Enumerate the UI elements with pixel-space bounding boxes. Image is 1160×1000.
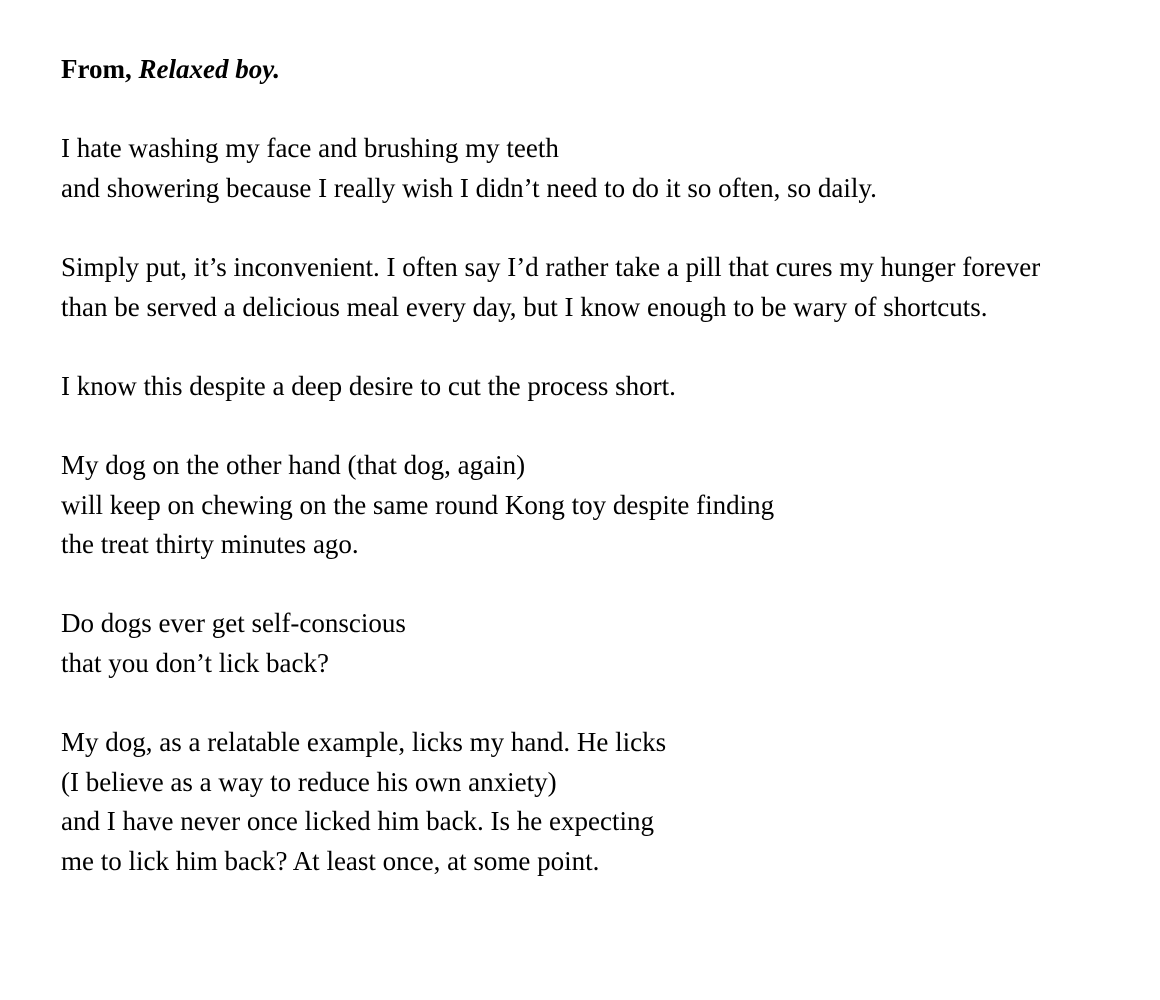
poem-line: (I believe as a way to reduce his own anxiety) [61, 766, 557, 797]
poem-line: and showering because I really wish I didn’t need to do it so often, so daily. [61, 172, 877, 203]
stanza-1 [61, 129, 1141, 208]
stanza-2 [61, 248, 1141, 327]
stanza-3 [61, 367, 1141, 407]
poem-line: me to lick him back? At least once, at some point. [61, 845, 600, 876]
stanza-6 [61, 723, 1141, 881]
poem-line: My dog on the other hand (that dog, again) [61, 449, 526, 480]
poem-line: will keep on chewing on the same round Kong toy despite finding [61, 489, 775, 520]
poem-page [61, 50, 1141, 881]
poem-line: My dog, as a relatable example, licks my hand. He licks [61, 727, 667, 758]
poem-line: the treat thirty minutes ago. [61, 529, 359, 560]
poem-line: I hate washing my face and brushing my teeth [61, 133, 559, 164]
stanza-5 [61, 604, 1141, 683]
stanza-4 [61, 446, 1141, 565]
poem-line: Do dogs ever get self-conscious [61, 608, 406, 639]
title-italic: Relaxed boy. [138, 54, 280, 84]
poem-line: and I have never once licked him back. Is he expecting [61, 806, 654, 837]
poem-line: I know this despite a deep desire to cut the process short. [61, 370, 676, 401]
title-prefix: From, [61, 54, 139, 84]
poem-title [61, 50, 1141, 90]
poem-line: Simply put, it’s inconvenient. I often say I’d rather take a pill that cures my hunger forever [61, 251, 1041, 282]
poem-line: than be served a delicious meal every day, but I know enough to be wary of shortcuts. [61, 291, 988, 322]
poem-line: that you don’t lick back? [61, 647, 329, 678]
